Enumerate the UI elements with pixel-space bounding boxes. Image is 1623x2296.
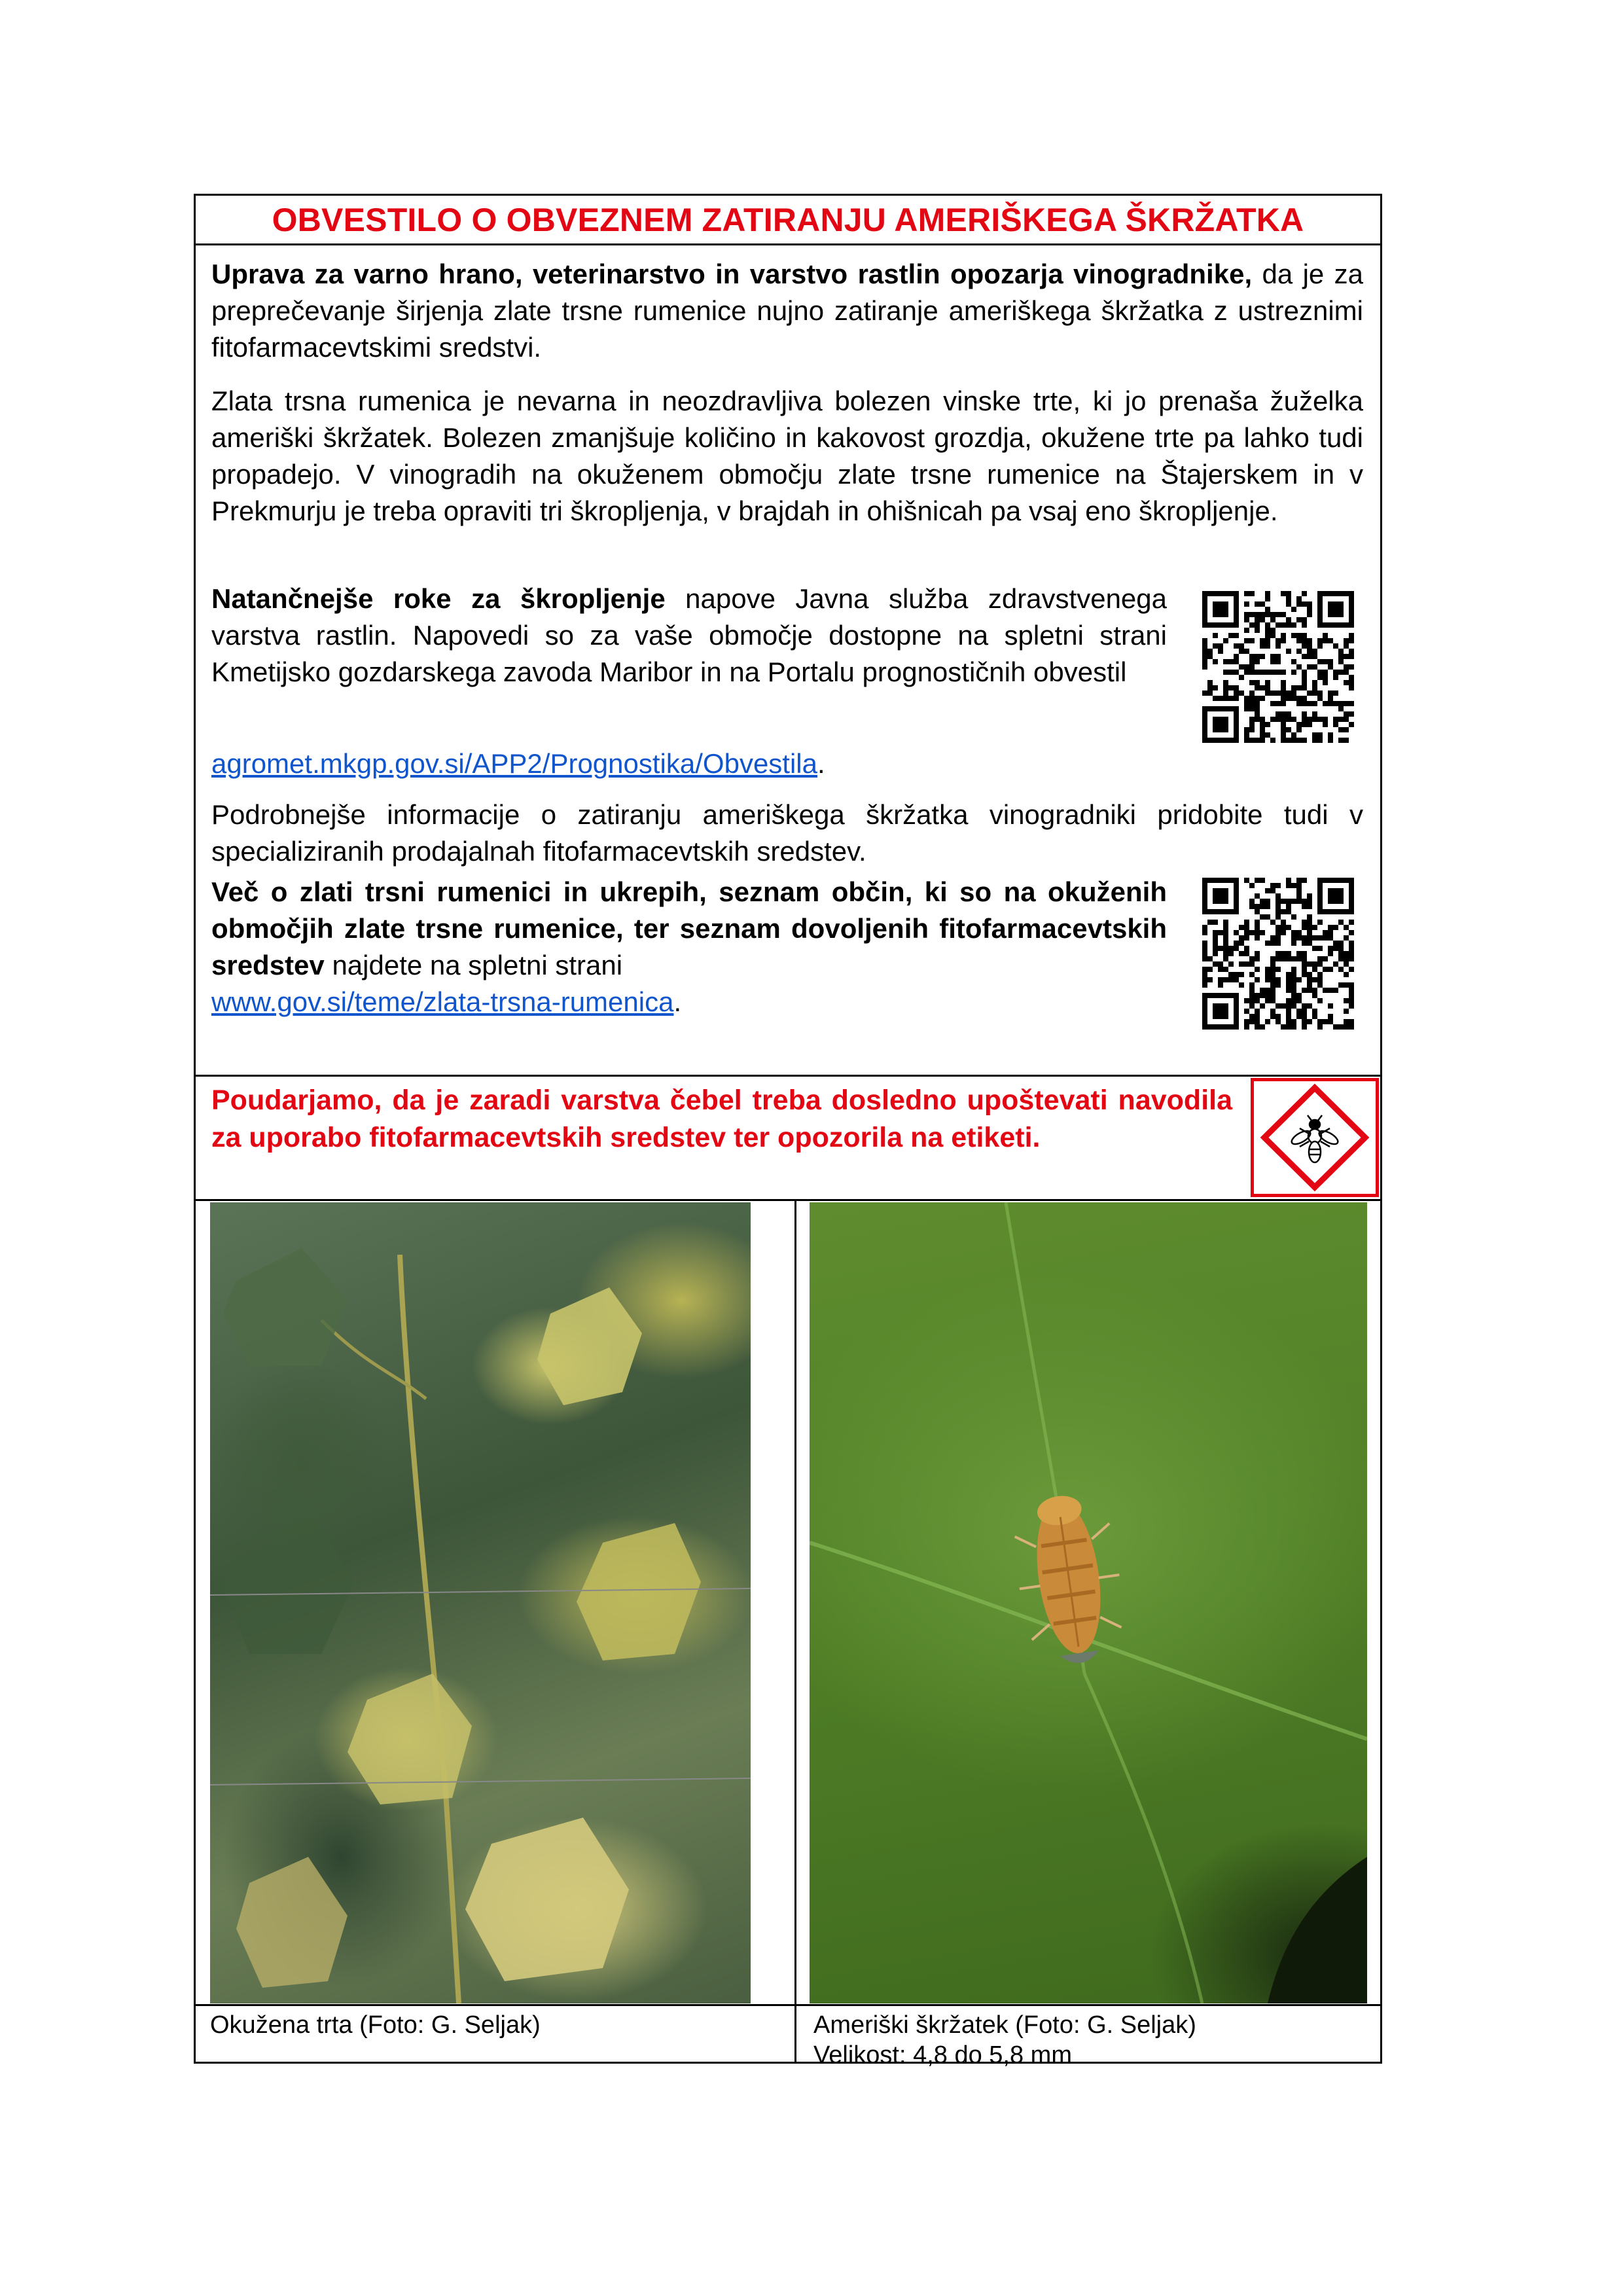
intro-paragraph [211, 256, 1363, 366]
agromet-link[interactable]: agromet.mkgp.gov.si/APP2/Prognostika/Obvestila [211, 748, 817, 779]
intro-text: da je za preprečevanje širjenja zlate trsne rumenice nujno zatiranje ameriškega škržatka z ustreznimi fitofarmacevtskimi sredstvi. [211, 259, 1363, 363]
leafhopper-photo [810, 1202, 1367, 2003]
notice-frame [194, 194, 1382, 2069]
right-caption [813, 2010, 1196, 2070]
right-caption-line2: Velikost: 4,8 do 5,8 mm [813, 2041, 1072, 2069]
body-section [196, 245, 1380, 1077]
more-info-bold: Več o zlati trsni rumenici in ukrepih, seznam občin, ki so na okuženih območjih zlate trsne rumenice, ter seznam dovoljenih fitofarmacevtskih sredstev [211, 876, 1167, 980]
bee-hazard-icon [1254, 1081, 1376, 1194]
left-caption: Okužena trta (Foto: G. Seljak) [210, 2011, 541, 2039]
leafhopper-image [810, 1202, 1367, 2003]
bee-hazard-box [1251, 1078, 1379, 1197]
gov-link[interactable]: www.gov.si/teme/zlata-trsna-rumenica [211, 986, 674, 1017]
infected-vine-image [210, 1202, 751, 2003]
infected-vine-photo [210, 1202, 751, 2003]
photo-row [196, 1201, 1380, 2006]
retail-paragraph: Podrobnejše informacije o zatiranju ameriškega škržatka vinogradniki pridobite tudi v specializiranih prodajalnah fitofarmacevtskih sredstev. [211, 799, 1363, 867]
intro-bold: Uprava za varno hrano, veterinarstvo in varstvo rastlin opozarja vinogradnike, [211, 259, 1253, 289]
disease-paragraph: Zlata trsna rumenica je nevarna in neozdravljiva bolezen vinske trte, ki jo prenaša žuželka ameriški škržatek. Bolezen zmanjšuje količino in kakovost grozdja, okužene trte pa lahko tudi propadejo. V vinogradih na okuženem območju zlate trsne rumenice na Štajerskem in v Prekmurju je treba opraviti tri škropljenja, v brajdah in ohišnicah pa vsaj eno škropljenje. [211, 386, 1363, 526]
spraying-bold: Natančnejše roke za škropljenje [211, 583, 666, 614]
column-divider [794, 1199, 796, 2062]
more-info-text: najdete na spletni strani [332, 950, 623, 980]
link2-suffix: . [673, 986, 682, 1017]
spraying-text: napove Javna služba zdravstvenega varstva rastlin. Napovedi so za vaše območje dostopne na spletni strani Kmetijsko gozdarskega zavoda Maribor in na Portalu prognostičnih obvestil [211, 583, 1167, 687]
qr-code-icon[interactable] [1202, 591, 1354, 743]
bee-warning-text: Poudarjamo, da je zaradi varstva čebel treba dosledno upoštevati navodila za uporabo fitofarmacevtskih sredstev ter opozorila na etiketi. [211, 1085, 1232, 1153]
more-info-paragraph [211, 874, 1167, 1020]
bee-warning-row [196, 1077, 1380, 1201]
page-title: OBVESTILO O OBVEZNEM ZATIRANJU AMERIŠKEGA ŠKRŽATKA [272, 201, 1304, 238]
qr-code-icon[interactable] [1202, 878, 1354, 1030]
link1-paragraph [211, 745, 1167, 782]
title-row [196, 196, 1380, 245]
right-caption-line1: Ameriški škržatek (Foto: G. Seljak) [813, 2011, 1196, 2039]
spraying-paragraph [211, 581, 1167, 691]
link1-suffix: . [817, 748, 825, 779]
